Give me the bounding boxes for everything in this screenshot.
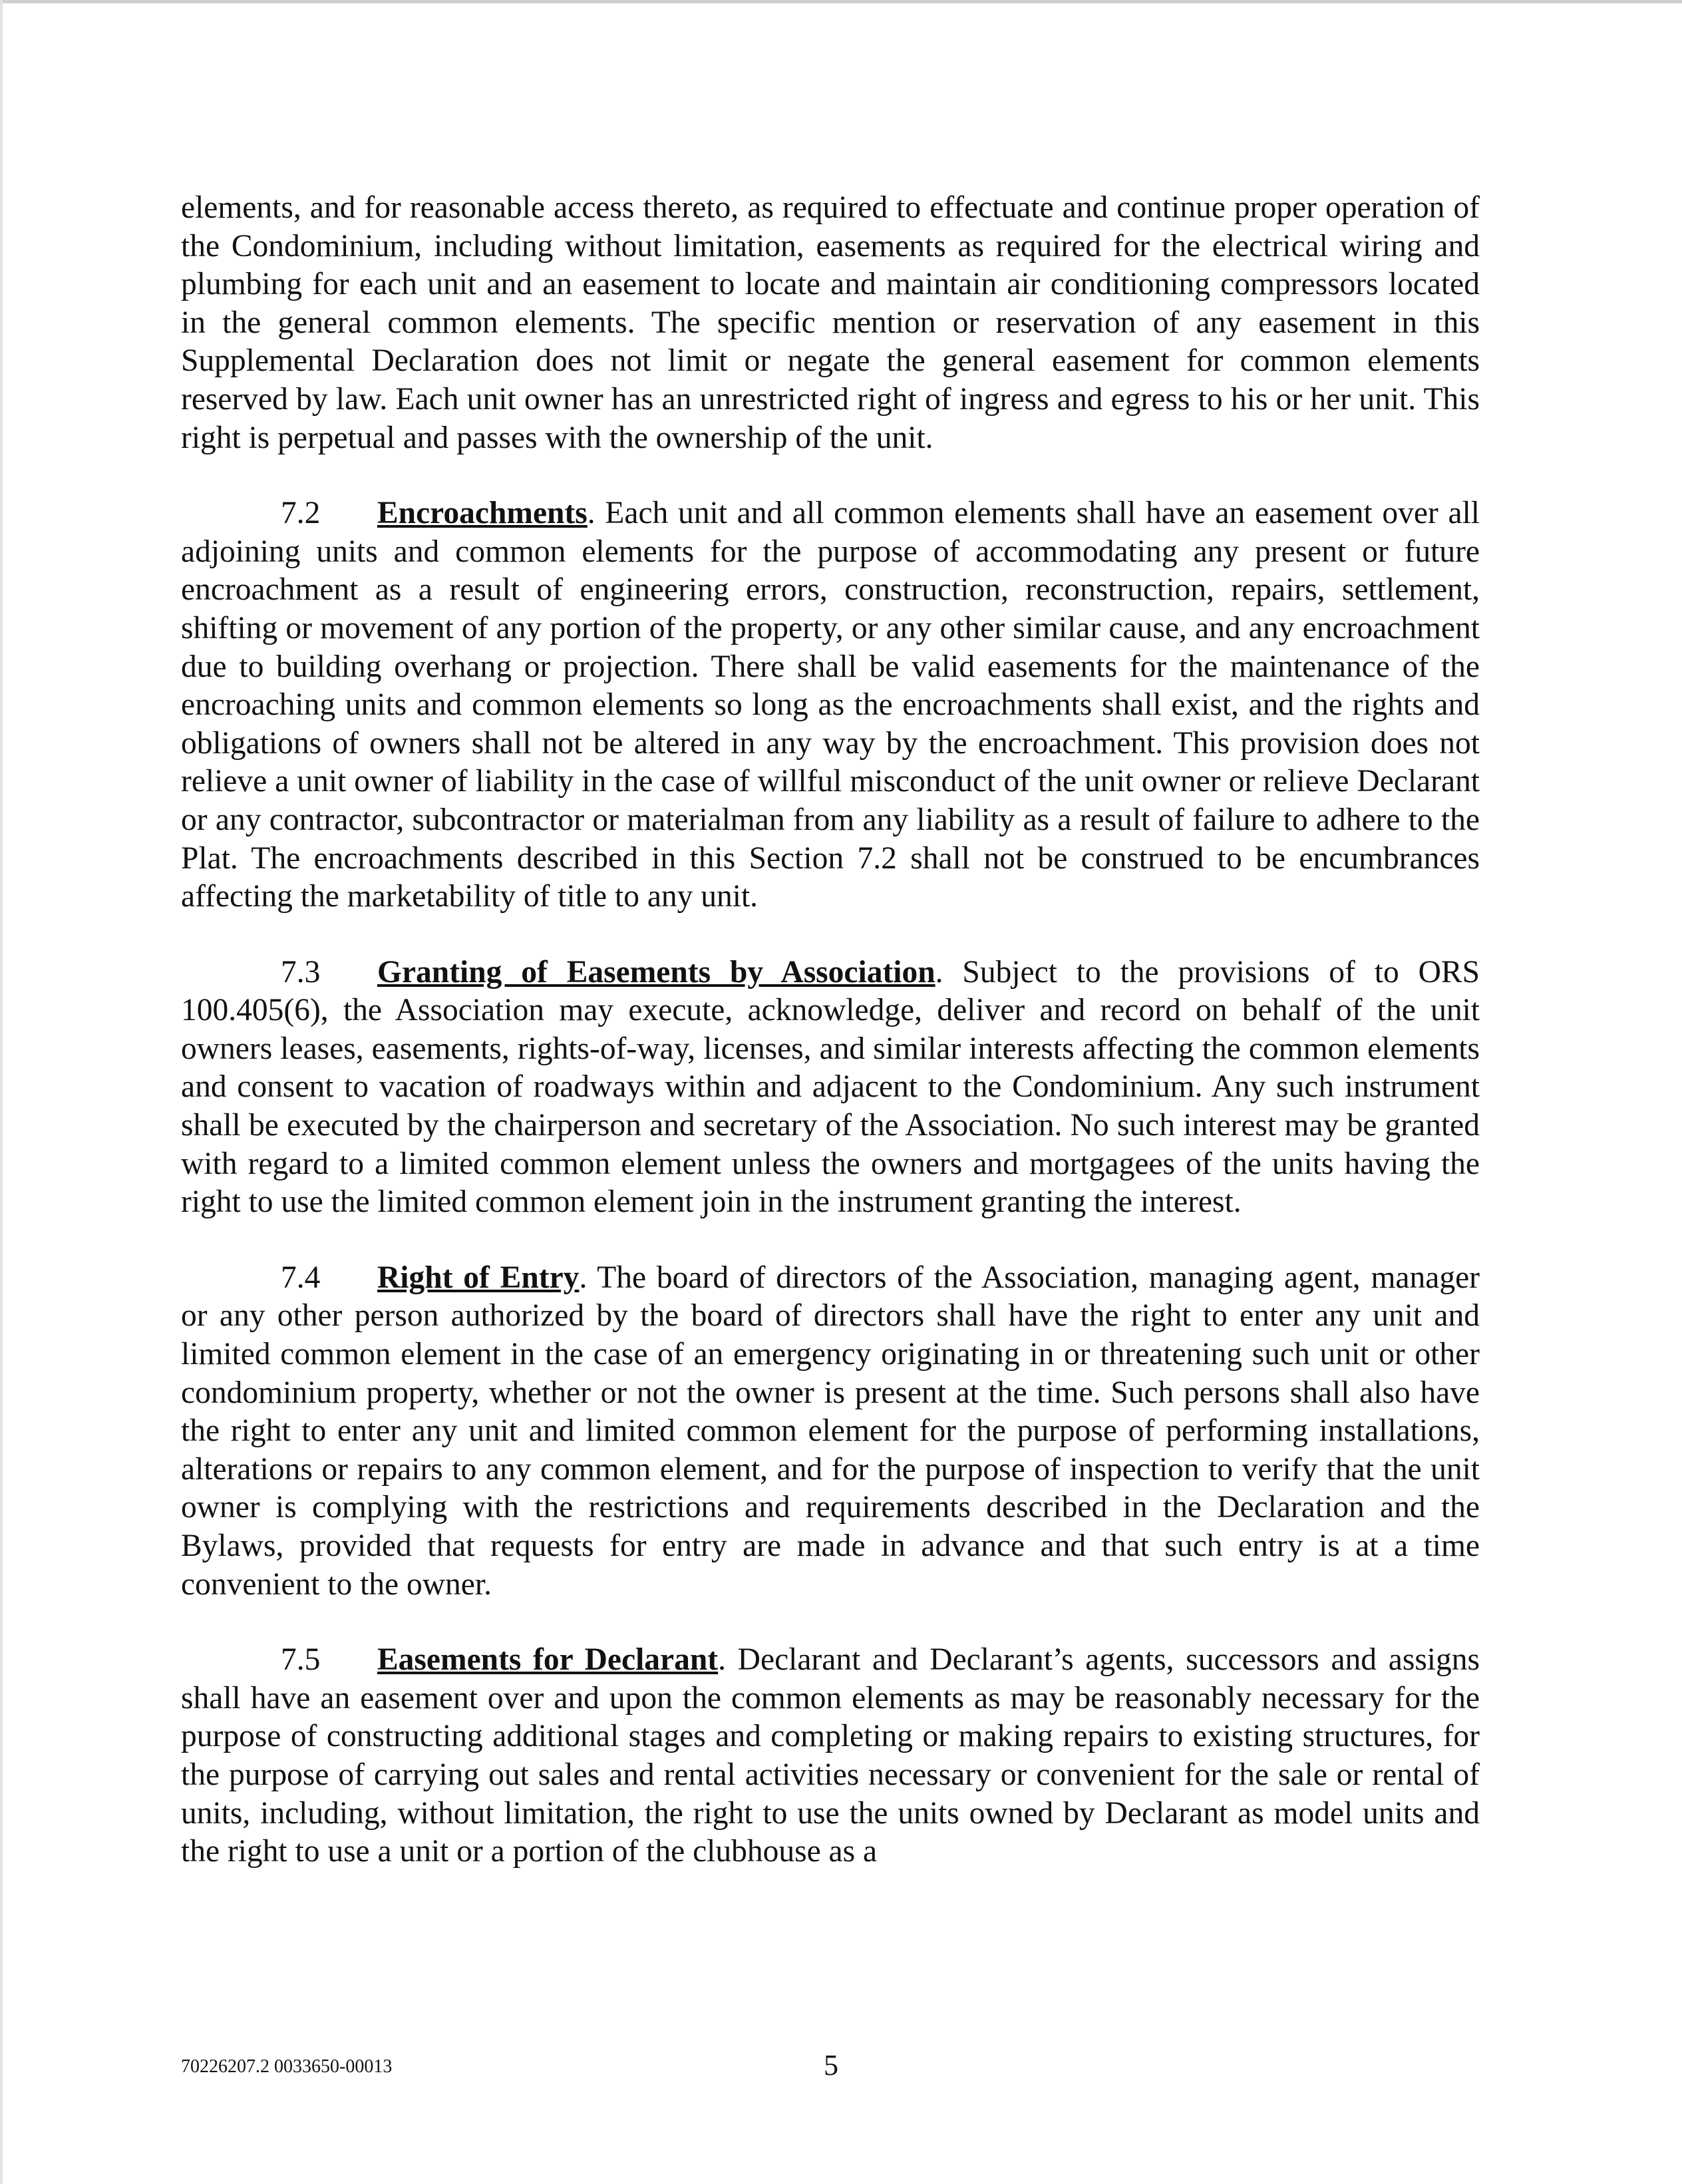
paragraph-text: . Each unit and all common elements shall have an easement over all adjoining units and common elements for the purpose of accommodating any present or future encroachment as a result of engineering errors, construction, reconstruction, repairs, settlement, shifting or movement of any portion of the property, or any other similar cause, and any encroachment due to building overhang or projection. There shall be valid easements for the maintenance of the encroaching units and common elements so long as the encroachments shall exist, and the rights and obligations of owners shall not be altered in any way by the encroachment. This provision does not relieve a unit owner of liability in the case of willful misconduct of the unit owner or relieve Declarant or any contractor, subcontractor or materialman from any liability as a result of failure to adhere to the Plat. The encroachments described in this Section 7.2 shall not be construed to be encumbrances affecting the marketability of title to any unit. bbox=[181, 496, 1480, 914]
section-7-4-right-of-entry bbox=[181, 1259, 1480, 1604]
paragraph-text: . Declarant and Declarant’s agents, successors and assigns shall have an easement over and upon the common elements as may be reasonably necessary for the purpose of constructing additional stages and completing or making repairs to existing structures, for the purpose of carrying out sales and rental activities necessary or convenient for the sale or rental of units, including, without limitation, the right to use the units owned by Declarant as model units and the right to use a unit or a portion of the clubhouse as a bbox=[181, 1642, 1480, 1869]
section-heading: Granting of Easements by Association bbox=[377, 954, 935, 990]
section-number: 7.3 bbox=[281, 954, 321, 990]
footer-page-number: 5 bbox=[824, 2049, 838, 2082]
section-number: 7.5 bbox=[281, 1642, 321, 1678]
section-7-2-encroachments bbox=[181, 494, 1480, 916]
section-heading: Encroachments bbox=[377, 496, 588, 531]
paragraph-continuation bbox=[181, 189, 1480, 457]
paragraph-text: elements, and for reasonable access thereto, as required to effectuate and continue proper operation of the Condominium, including without limitation, easements as required for the electrical wiring and plumbing for each unit and an easement to locate and maintain air conditioning compressors located in the general common elements. The specific mention or reservation of any easement in this Supplemental Declaration does not limit or negate the general easement for common elements reserved by law. Each unit owner has an unrestricted right of ingress and egress to his or her unit. This right is perpetual and passes with the ownership of the unit. bbox=[181, 190, 1480, 455]
scan-top-edge bbox=[0, 0, 1682, 3]
section-heading: Easements for Declarant bbox=[377, 1642, 719, 1678]
section-heading: Right of Entry bbox=[377, 1260, 580, 1295]
footer-document-id: 70226207.2 0033650-00013 bbox=[181, 2056, 393, 2077]
scan-left-edge bbox=[0, 0, 3, 2184]
section-7-3-granting-of-easements bbox=[181, 954, 1480, 1222]
paragraph-text: . The board of directors of the Association, managing agent, manager or any other person authorized by the board of directors shall have the right to enter any unit and limited common element in the case of an emergency originating in or threatening such unit or other condominium property, whether or not the owner is present at the time. Such persons shall also have the right to enter any unit and limited common element for the purpose of performing installations, alterations or repairs to any common element, and for the purpose of inspection to verify that the unit owner is complying with the restrictions and requirements described in the Declaration and the Bylaws, provided that requests for entry are made in advance and that such entry is at a time convenient to the owner. bbox=[181, 1260, 1480, 1602]
document-body bbox=[181, 189, 1480, 1909]
paragraph-text: . Subject to the provisions of to ORS 100.405(6), the Association may execute, acknowledge, deliver and record on behalf of the unit owners leases, easements, rights-of-way, licenses, and similar interests affecting the common elements and consent to vacation of roadways within and adjacent to the Condominium. Any such instrument shall be executed by the chairperson and secretary of the Association. No such interest may be granted with regard to a limited common element unless the owners and mortgagees of the units having the right to use the limited common element join in the instrument granting the interest. bbox=[181, 954, 1480, 1220]
section-number: 7.4 bbox=[281, 1260, 321, 1295]
section-7-5-easements-for-declarant bbox=[181, 1641, 1480, 1871]
section-number: 7.2 bbox=[281, 496, 321, 531]
